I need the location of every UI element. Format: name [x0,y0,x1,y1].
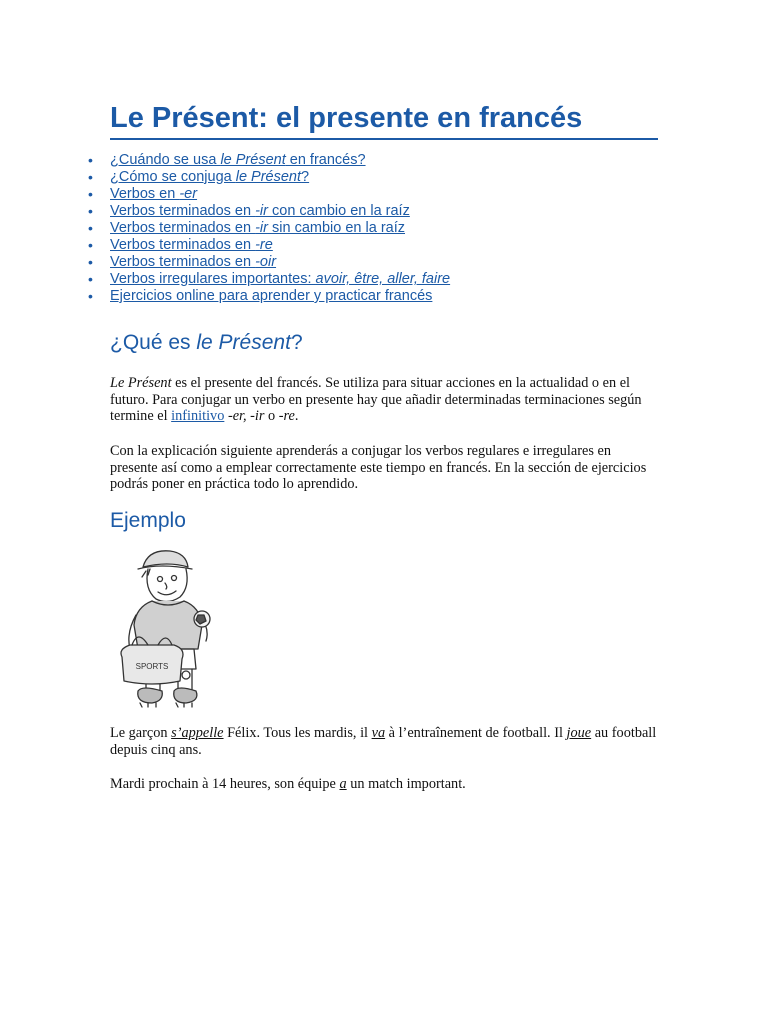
bullet-icon: • [88,237,93,253]
toc-item [88,271,450,288]
toc-link-cuando[interactable]: ¿Cuándo se usa le Présent en francés? [110,152,366,168]
section-heading-que-es: ¿Qué es le Présent? [110,331,303,354]
bullet-icon: • [88,152,93,168]
toc-link-ir-sin-cambio[interactable]: Verbos terminados en -ir sin cambio en la raíz [110,220,405,236]
toc-item [88,288,450,305]
page-title: Le Présent: el presente en francés [110,100,658,140]
toc-item [88,203,450,220]
paragraph-definition: Le Présent es el presente del francés. Se utiliza para situar acciones en la actualidad o en el futuro. Para conjugar un verbo en presente hay que añadir determinadas terminaciones según termine el infinitivo -er, -ir o -re. [110,375,642,424]
toc-item [88,220,450,237]
toc-item [88,186,450,203]
bullet-icon: • [88,220,93,236]
toc-link-ir-cambio[interactable]: Verbos terminados en -ir con cambio en la raíz [110,203,410,219]
underlined-verb: s’appelle [171,725,224,741]
underlined-verb: va [371,725,386,741]
table-of-contents [88,152,450,305]
paragraph-example-2: Mardi prochain à 14 heures, son équipe a un match important. [110,776,466,792]
toc-link-oir[interactable]: Verbos terminados en -oir [110,254,277,270]
boy-with-sports-bag-illustration [108,545,228,713]
bullet-icon: • [88,203,93,219]
underlined-verb: a [339,776,347,792]
toc-link-ejercicios[interactable]: Ejercicios online para aprender y practicar francés [110,288,433,304]
toc-item [88,237,450,254]
bag-label: SPORTS [135,662,169,671]
bullet-icon: • [88,169,93,185]
underlined-verb: joue [566,725,592,741]
toc-link-er[interactable]: Verbos en -er [110,186,198,202]
toc-item [88,169,450,186]
infinitivo-link[interactable]: infinitivo [171,408,225,424]
bullet-icon: • [88,271,93,287]
section-heading-ejemplo: Ejemplo [110,509,186,532]
toc-link-re[interactable]: Verbos terminados en -re [110,237,273,253]
toc-link-irregulares[interactable]: Verbos irregulares importantes: avoir, être, aller, faire [110,271,451,287]
toc-item [88,152,450,169]
paragraph-explanation: Con la explicación siguiente aprenderás a conjugar los verbos regulares e irregulares en presente así como a emplear correctamente este tiempo en francés. En la sección de ejercicios podrás poner en práctica todo lo aprendido. [110,443,647,492]
bullet-icon: • [88,186,93,202]
toc-item [88,254,450,271]
bullet-icon: • [88,288,93,304]
bullet-icon: • [88,254,93,270]
toc-link-como[interactable]: ¿Cómo se conjuga le Présent? [110,169,310,185]
paragraph-example-1: Le garçon s’appelle Félix. Tous les mardis, il va à l’entraînement de football. Il joue au football depuis cinq ans. [110,725,657,758]
